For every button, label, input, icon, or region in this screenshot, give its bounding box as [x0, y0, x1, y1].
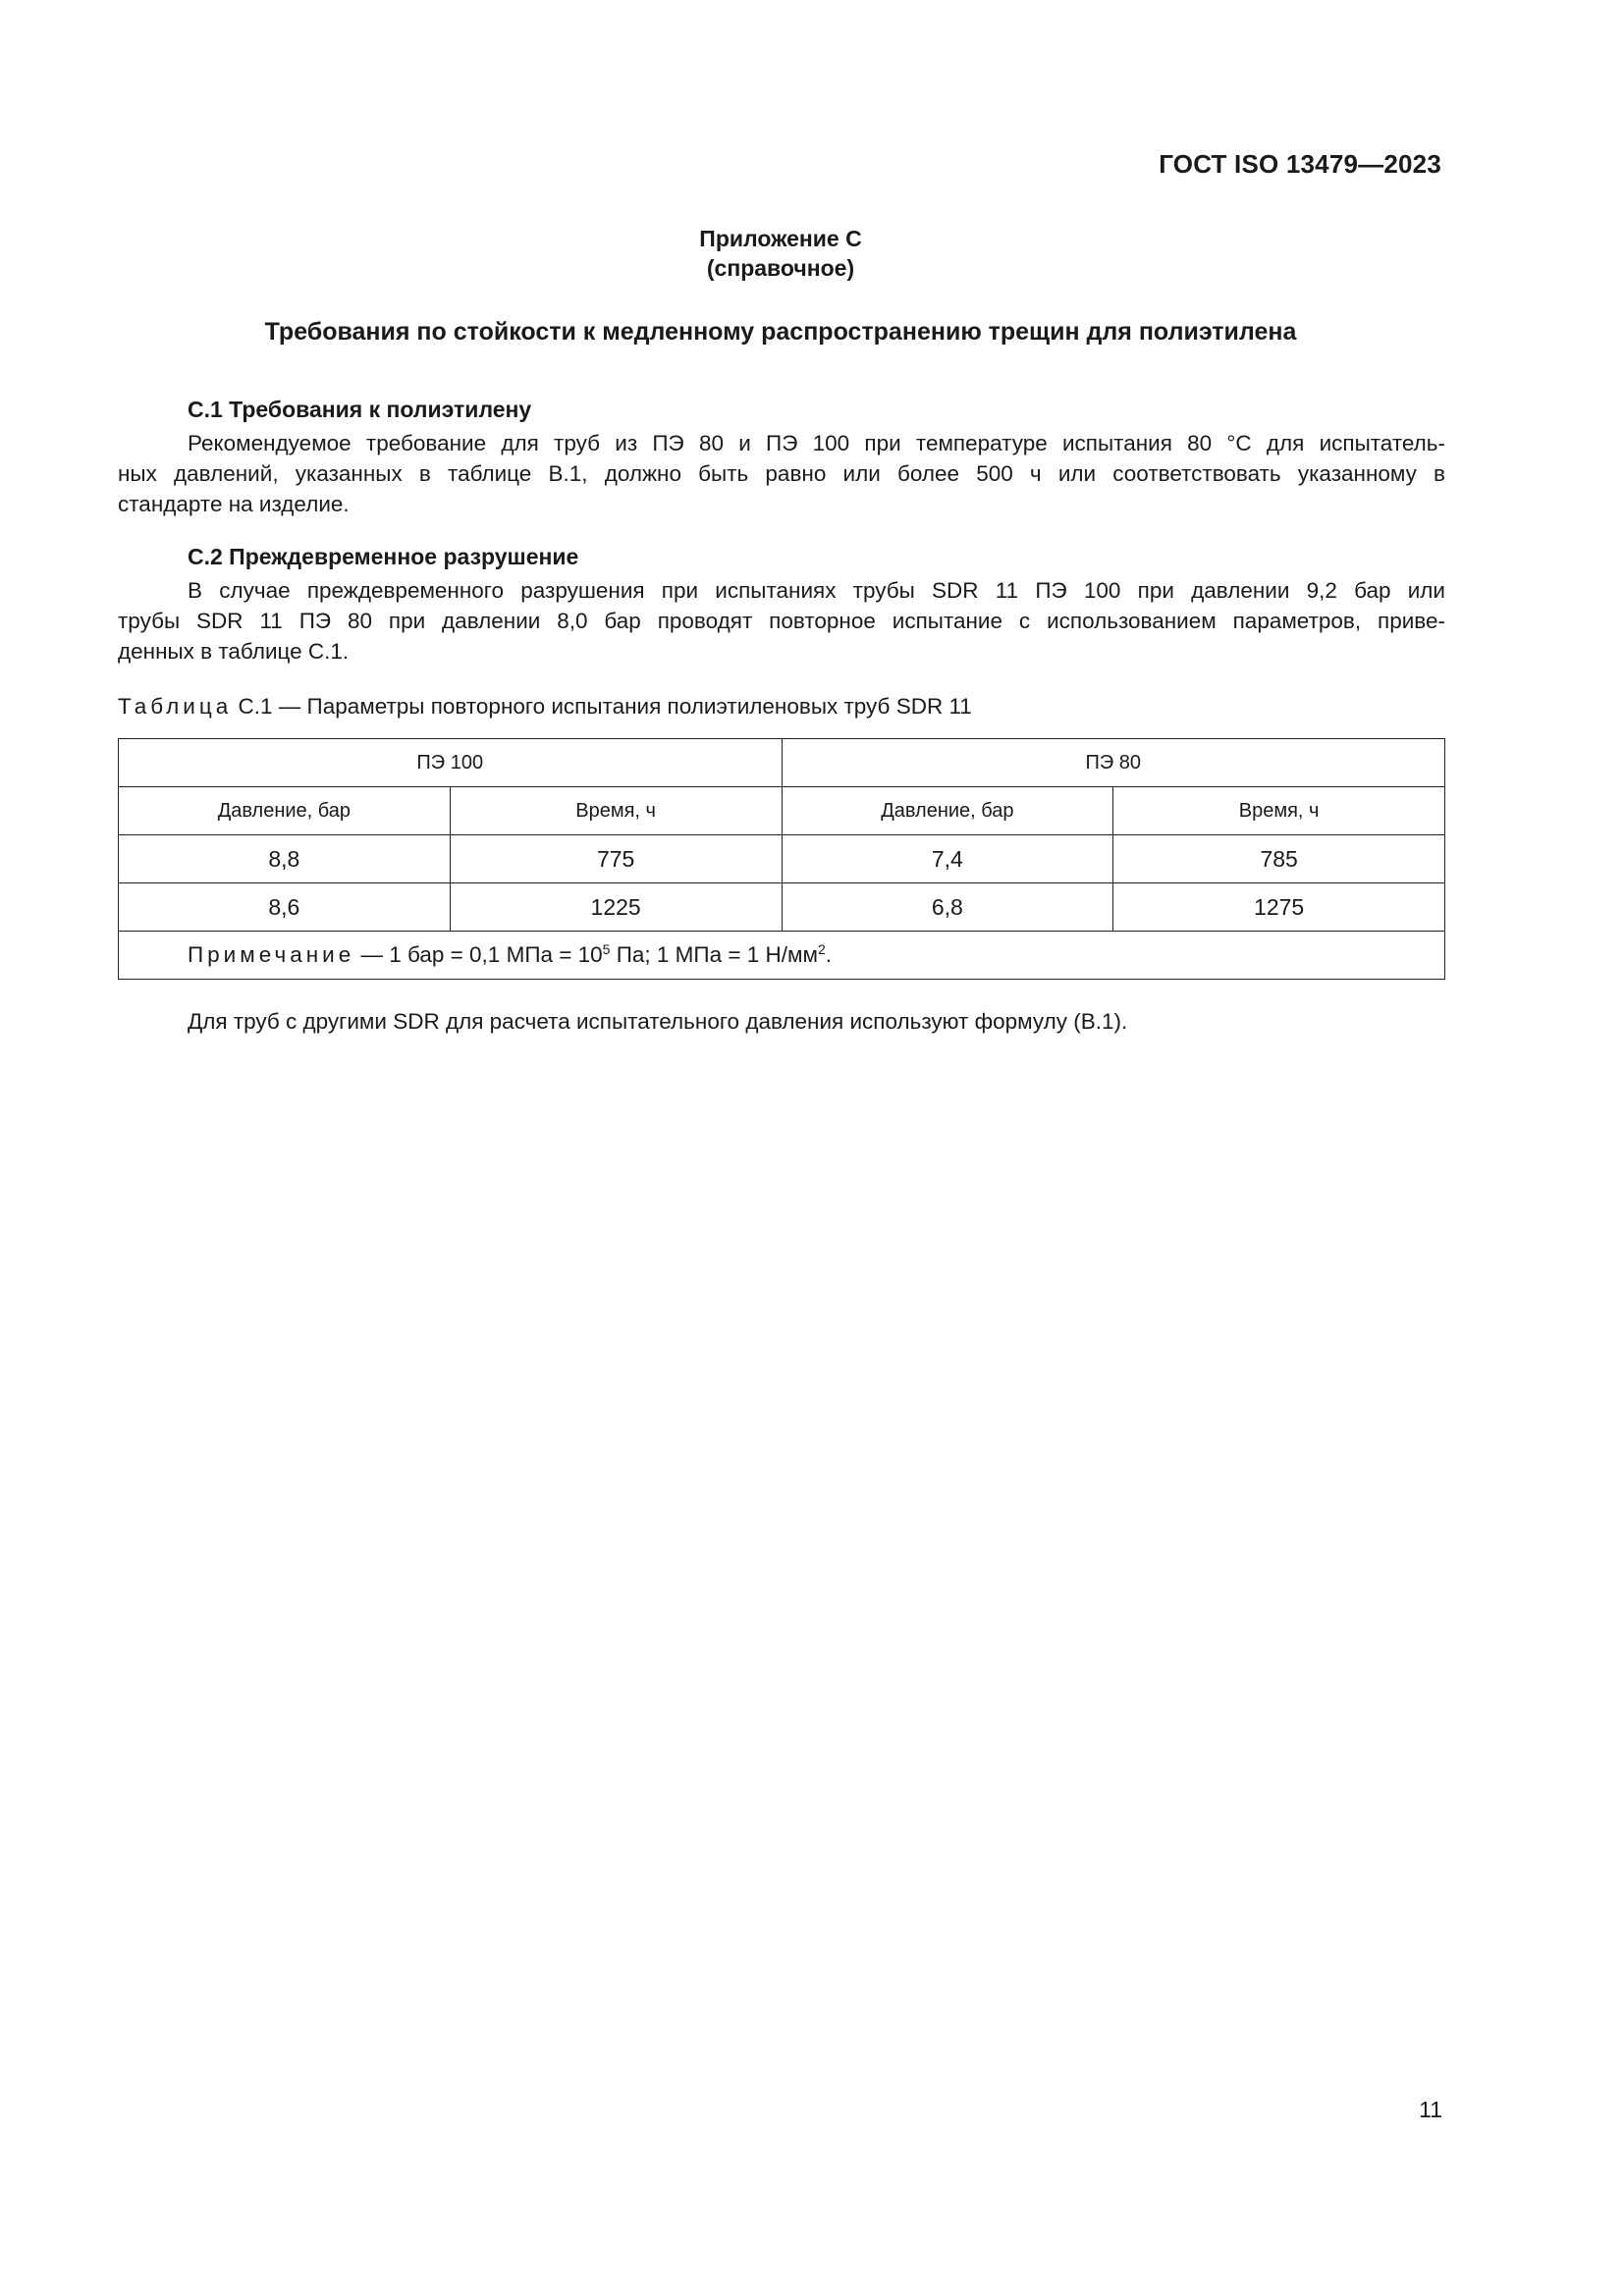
parameters-table — [118, 738, 1445, 980]
table-cell: 1225 — [450, 883, 782, 932]
table-caption-text: C.1 — Параметры повторного испытания полиэтиленовых труб SDR 11 — [238, 694, 972, 719]
closing-paragraph: Для труб с другими SDR для расчета испытательного давления используют формулу (B.1). — [188, 1009, 1128, 1034]
note-superscript: 2 — [817, 941, 826, 957]
note-text-part: Па; 1 МПа = 1 Н/мм — [610, 942, 818, 967]
section-heading-c1: C.1 Требования к полиэтилену — [188, 397, 532, 422]
note-label: Примечание — [188, 942, 355, 967]
table-cell: 8,8 — [119, 835, 451, 883]
table-group-header-row — [119, 739, 1445, 787]
appendix-subtitle: (справочное) — [706, 255, 855, 281]
paragraph-line: стандарте на изделие. — [118, 492, 350, 516]
document-title: Требования по стойкости к медленному распространению трещин для полиэтилена — [264, 318, 1297, 346]
table-caption-label: Таблица — [118, 694, 233, 719]
paragraph-line: трубы SDR 11 ПЭ 80 при давлении 8,0 бар проводят повторное испытание с использованием параметров, приве- — [118, 609, 1445, 633]
note-text-part: — 1 бар = 0,1 МПа = 10 — [354, 942, 603, 967]
appendix-heading — [0, 224, 1561, 283]
table-cell: 6,8 — [782, 883, 1113, 932]
column-header: Давление, бар — [782, 787, 1113, 835]
table-cell: 775 — [450, 835, 782, 883]
section-c1-paragraph — [118, 428, 1445, 519]
table-note-row — [119, 932, 1445, 980]
paragraph-line: ных давлений, указанных в таблице B.1, должно быть равно или более 500 ч или соответствовать указанному в — [118, 461, 1445, 486]
section-heading-c2: C.2 Преждевременное разрушение — [188, 544, 579, 569]
note-text-part: . — [825, 942, 833, 967]
note-superscript: 5 — [602, 941, 611, 957]
table-column-header-row — [119, 787, 1445, 835]
page-number: 11 — [1419, 2097, 1442, 2122]
paragraph-line: денных в таблице C.1. — [118, 639, 350, 664]
table-row — [119, 835, 1445, 883]
section-c2-paragraph — [118, 575, 1445, 667]
table-cell: 8,6 — [119, 883, 451, 932]
standard-designation: ГОСТ ISO 13479—2023 — [1159, 149, 1441, 179]
table-cell: 7,4 — [782, 835, 1113, 883]
paragraph-line: В случае преждевременного разрушения при испытаниях трубы SDR 11 ПЭ 100 при давлении 9,2 бар или — [188, 578, 1445, 603]
column-header: Время, ч — [1113, 787, 1445, 835]
table-row — [119, 883, 1445, 932]
table-cell: 1275 — [1113, 883, 1445, 932]
table-note — [119, 932, 1445, 980]
paragraph-line: Рекомендуемое требование для труб из ПЭ 80 и ПЭ 100 при температуре испытания 80 °C для испытатель- — [188, 431, 1445, 455]
column-header: Давление, бар — [119, 787, 451, 835]
group-header-pe80: ПЭ 80 — [782, 739, 1445, 787]
column-header: Время, ч — [450, 787, 782, 835]
appendix-title: Приложение C — [699, 226, 862, 251]
table-caption — [118, 694, 972, 720]
table-cell: 785 — [1113, 835, 1445, 883]
group-header-pe100: ПЭ 100 — [119, 739, 783, 787]
